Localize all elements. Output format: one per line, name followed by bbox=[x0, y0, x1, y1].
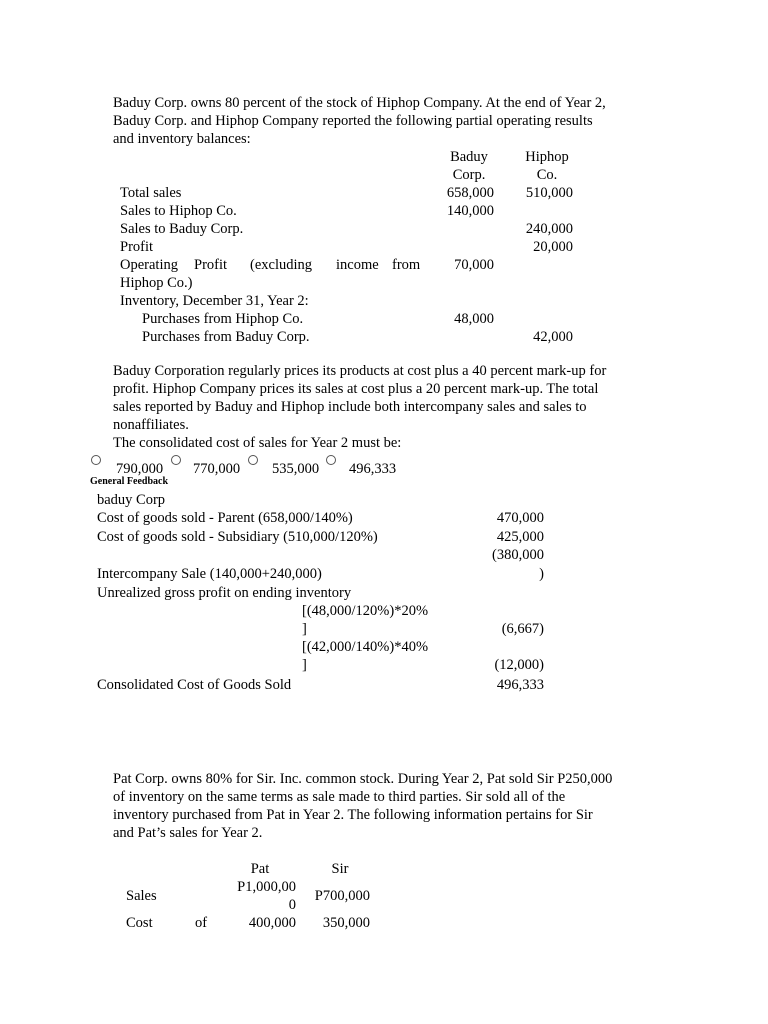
row-label: of bbox=[195, 915, 208, 931]
feedback-company: baduy Corp bbox=[97, 492, 166, 508]
paragraph-line: profit. Hiphop Company prices its sales at cost plus a 20 percent mark-up. The total bbox=[113, 381, 599, 397]
row-label: Sales to Hiphop Co. bbox=[120, 203, 237, 219]
cell-value: 658,000 bbox=[446, 185, 494, 201]
row-label: Total sales bbox=[120, 185, 182, 201]
paragraph-line: nonaffiliates. bbox=[113, 417, 189, 433]
option-label[interactable]: 770,000 bbox=[193, 461, 241, 477]
option-label[interactable]: 790,000 bbox=[116, 461, 164, 477]
option-radio[interactable] bbox=[171, 455, 181, 465]
row-label: Purchases from Baduy Corp. bbox=[142, 329, 310, 345]
option-radio[interactable] bbox=[326, 455, 336, 465]
col-header-baduy: Baduy bbox=[450, 149, 488, 165]
q1-intro-line: and inventory balances: bbox=[113, 131, 251, 147]
cell-value: 400,000 bbox=[248, 915, 296, 931]
feedback-value: 470,000 bbox=[496, 510, 544, 526]
cell-value: P1,000,00 bbox=[237, 879, 296, 895]
row-label: Cost bbox=[126, 915, 153, 931]
feedback-label: Consolidated Cost of Goods Sold bbox=[97, 677, 292, 693]
row-label-word: from bbox=[392, 257, 421, 273]
cell-value: P700,000 bbox=[314, 888, 370, 904]
cell-value: 510,000 bbox=[525, 185, 573, 201]
feedback-calc: ] bbox=[302, 621, 307, 637]
row-label: Profit bbox=[120, 239, 154, 255]
option-radio[interactable] bbox=[91, 455, 101, 465]
question-text: The consolidated cost of sales for Year 2 must be: bbox=[113, 435, 402, 451]
q2-intro-line: Pat Corp. owns 80% for Sir. Inc. common stock. During Year 2, Pat sold Sir P250,000 bbox=[113, 771, 613, 787]
feedback-calc: [(42,000/140%)*40% bbox=[302, 639, 429, 655]
row-label-word: (excluding bbox=[250, 257, 313, 273]
cell-value: 42,000 bbox=[533, 329, 573, 345]
col-header-hiphop: Co. bbox=[536, 167, 558, 183]
feedback-label: Unrealized gross profit on ending inventory bbox=[97, 585, 352, 601]
row-label: Sales to Baduy Corp. bbox=[120, 221, 244, 237]
cell-value: 0 bbox=[288, 897, 296, 913]
feedback-value: ) bbox=[539, 566, 544, 582]
q2-intro-line: and Pat’s sales for Year 2. bbox=[113, 825, 263, 841]
row-label-word: Operating bbox=[120, 257, 178, 273]
row-label: Sales bbox=[126, 888, 157, 904]
feedback-value: 425,000 bbox=[496, 529, 544, 545]
feedback-label: Cost of goods sold - Parent (658,000/140%) bbox=[97, 510, 353, 526]
cell-value: 48,000 bbox=[454, 311, 494, 327]
cell-value: 350,000 bbox=[322, 915, 370, 931]
option-label[interactable]: 535,000 bbox=[272, 461, 320, 477]
col-header-hiphop: Hiphop bbox=[525, 149, 569, 165]
row-label: Hiphop Co.) bbox=[120, 275, 193, 291]
q1-intro-line: Baduy Corp. and Hiphop Company reported the following partial operating results bbox=[113, 113, 593, 129]
feedback-calc: ] bbox=[302, 657, 307, 673]
cell-value: 240,000 bbox=[525, 221, 573, 237]
option-radio[interactable] bbox=[248, 455, 258, 465]
row-label-word: Profit bbox=[194, 257, 228, 273]
feedback-label: Cost of goods sold - Subsidiary (510,000/120%) bbox=[97, 529, 378, 545]
row-label-word: income bbox=[336, 257, 379, 273]
feedback-heading: General Feedback bbox=[90, 476, 169, 487]
row-label: Inventory, December 31, Year 2: bbox=[120, 293, 309, 309]
paragraph-line: sales reported by Baduy and Hiphop include both intercompany sales and sales to bbox=[113, 399, 587, 415]
q2-intro-line: of inventory on the same terms as sale made to third parties. Sir sold all of the bbox=[113, 789, 566, 805]
cell-value: 140,000 bbox=[446, 203, 494, 219]
feedback-value: 496,333 bbox=[496, 677, 544, 693]
q2-intro-line: inventory purchased from Pat in Year 2. The following information pertains for Sir bbox=[113, 807, 593, 823]
paragraph-line: Baduy Corporation regularly prices its products at cost plus a 40 percent mark-up for bbox=[113, 363, 607, 379]
col-header-pat: Pat bbox=[250, 861, 270, 877]
option-label[interactable]: 496,333 bbox=[349, 461, 397, 477]
feedback-value: (6,667) bbox=[501, 621, 544, 637]
feedback-value: (12,000) bbox=[494, 657, 544, 673]
cell-value: 70,000 bbox=[454, 257, 494, 273]
feedback-label: Intercompany Sale (140,000+240,000) bbox=[97, 566, 322, 582]
row-label: Purchases from Hiphop Co. bbox=[142, 311, 304, 327]
q1-intro-line: Baduy Corp. owns 80 percent of the stock of Hiphop Company. At the end of Year 2, bbox=[113, 95, 606, 111]
feedback-calc: [(48,000/120%)*20% bbox=[302, 603, 429, 619]
col-header-sir: Sir bbox=[331, 861, 349, 877]
cell-value: 20,000 bbox=[533, 239, 573, 255]
col-header-baduy: Corp. bbox=[452, 167, 486, 183]
feedback-value: (380,000 bbox=[492, 547, 544, 563]
